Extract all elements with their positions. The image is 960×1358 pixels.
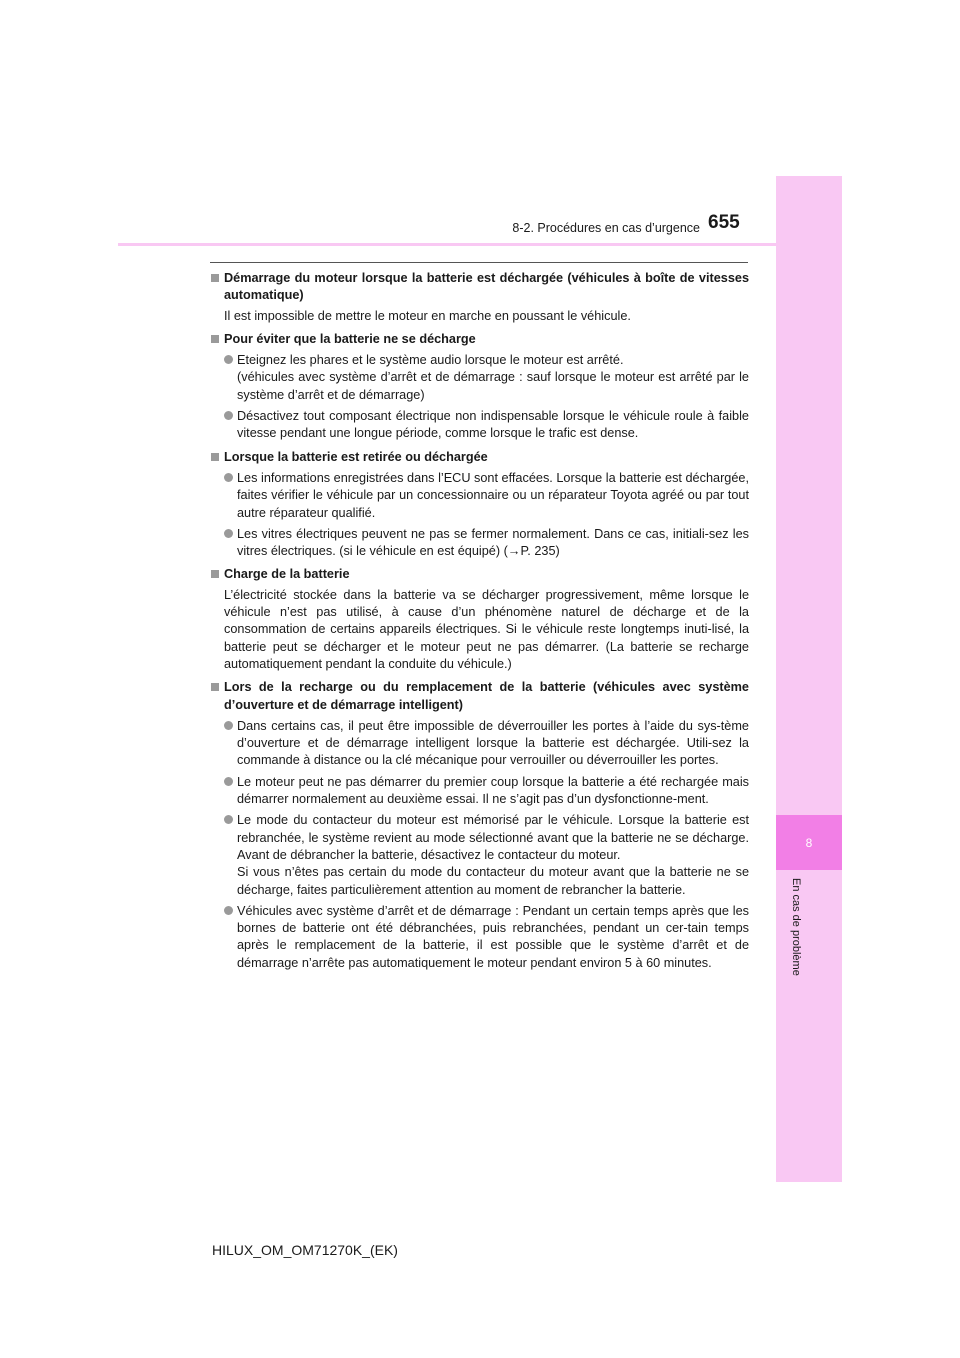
square-bullet-icon [211, 566, 224, 583]
bullet-item [224, 718, 749, 770]
chapter-label: En cas de problème [790, 878, 802, 976]
bullet-item [224, 774, 749, 809]
section-paragraph: L’électricité stockée dans la batterie va se décharger progressivement, même lorsque le véhicule n’est pas utilisé, à cause d’un phénomène naturel de décharge et de la consommation de certains appareils électriques. Si le véhicule reste longtemps inuti-lisé, la batterie peut se décharger et le moteur peut ne pas démarrer. (La batterie se recharge automatiquement pendant la conduite du véhicule.) [224, 587, 749, 671]
circle-bullet-icon [224, 408, 237, 443]
section-heading-text: Lors de la recharge ou du remplacement de la batterie (véhicules avec système d’ouverture et de démarrage intelligent) [224, 680, 749, 712]
circle-bullet-icon [224, 774, 237, 809]
bullet-item [224, 408, 749, 443]
bullet-text: Les informations enregistrées dans l’ECU sont effacées. Lorsque la batterie est déchargée, faites vérifier le véhicule par un concessionnaire ou un réparateur Toyota agréé ou par tout autre réparateur qualifié. [237, 470, 749, 520]
chapter-tab-active [776, 815, 842, 870]
section-heading-text: Démarrage du moteur lorsque la batterie est déchargée (véhicules à boîte de vitesses automatique) [224, 271, 749, 303]
section-heading [211, 449, 749, 466]
section-heading [211, 270, 749, 305]
section-heading [211, 566, 749, 583]
section-paragraph: Il est impossible de mettre le moteur en marche en poussant le véhicule. [224, 308, 631, 323]
bullet-item [224, 470, 749, 522]
chapter-number: 8 [805, 835, 813, 850]
bullet-item [224, 352, 749, 404]
section-title: 8-2. Procédures en cas d’urgence [512, 221, 700, 235]
circle-bullet-icon [224, 352, 237, 404]
document-code: HILUX_OM_OM71270K_(EK) [212, 1242, 398, 1258]
bullet-text: Les vitres électriques peuvent ne pas se fermer normalement. Dans ce cas, initiali-sez les vitres électriques. (si le véhicule en est équipé) (→P. 235) [237, 526, 749, 559]
content-body [211, 270, 749, 978]
bullet-text: Véhicules avec système d’arrêt et de démarrage : Pendant un certain temps après que les bornes de batterie ont été débranchées, puis rebranchées, pendant un cer-tain temps après le remplacement de la batterie, il est possible que le système d’arrêt et de démarrage n’arrête pas automatiquement le moteur pendant environ 5 à 60 minutes. [237, 903, 749, 970]
bullet-text: Le moteur peut ne pas démarrer du premier coup lorsque la batterie a été rechargée mais démarrer normalement au deuxième essai. Il ne s’agit pas d’un dysfonctionne-ment. [237, 774, 749, 807]
circle-bullet-icon [224, 903, 237, 972]
square-bullet-icon [211, 270, 224, 305]
header-rule [118, 243, 776, 246]
chapter-side-tab [776, 176, 842, 1182]
circle-bullet-icon [224, 470, 237, 522]
page-number: 655 [708, 212, 740, 233]
bullet-item [224, 903, 749, 972]
section-heading-text: Lorsque la batterie est retirée ou déchargée [224, 449, 488, 464]
section-block [211, 679, 749, 972]
section-block [211, 331, 749, 443]
bullet-item [224, 812, 749, 898]
section-block [211, 270, 749, 325]
section-heading [211, 679, 749, 714]
bullet-text: Le mode du contacteur du moteur est mémorisé par le véhicule. Lorsque la batterie est rebranchée, le système revient au mode sélectionné avant que la batterie ne se décharge. Avant de débrancher la batterie, désactivez le contacteur du moteur. Si vous n’êtes pas certain du mode du contacteur du moteur avant que la batterie ne se décharge, faites particulièrement attention au moment de rebrancher la batterie. [237, 813, 749, 897]
square-bullet-icon [211, 449, 224, 466]
circle-bullet-icon [224, 526, 237, 561]
content-top-rule [210, 262, 748, 263]
section-heading-text: Pour éviter que la batterie ne se décharge [224, 331, 476, 346]
section-heading [211, 331, 749, 348]
bullet-text: Désactivez tout composant électrique non indispensable lorsque le véhicule roule à faible vitesse pendant une longue période, comme lorsque le trafic est dense. [237, 409, 749, 441]
circle-bullet-icon [224, 812, 237, 898]
section-block [211, 566, 749, 673]
square-bullet-icon [211, 679, 224, 714]
bullet-item [224, 526, 749, 561]
square-bullet-icon [211, 331, 224, 348]
section-block [211, 449, 749, 561]
bullet-text: Dans certains cas, il peut être impossible de déverrouiller les portes à l’aide du sys-tème d’ouverture et de démarrage intelligent lorsque la batterie est déchargée. Utili-sez la commande à distance ou la clé mécanique pour verrouiller ou déverrouiller les portes. [237, 718, 749, 768]
circle-bullet-icon [224, 718, 237, 770]
section-heading-text: Charge de la batterie [224, 567, 350, 582]
bullet-text: Eteignez les phares et le système audio lorsque le moteur est arrêté. (véhicules avec système d’arrêt et de démarrage : sauf lorsque le moteur est arrêté par le système d’arrêt et de démarrage) [237, 353, 749, 402]
